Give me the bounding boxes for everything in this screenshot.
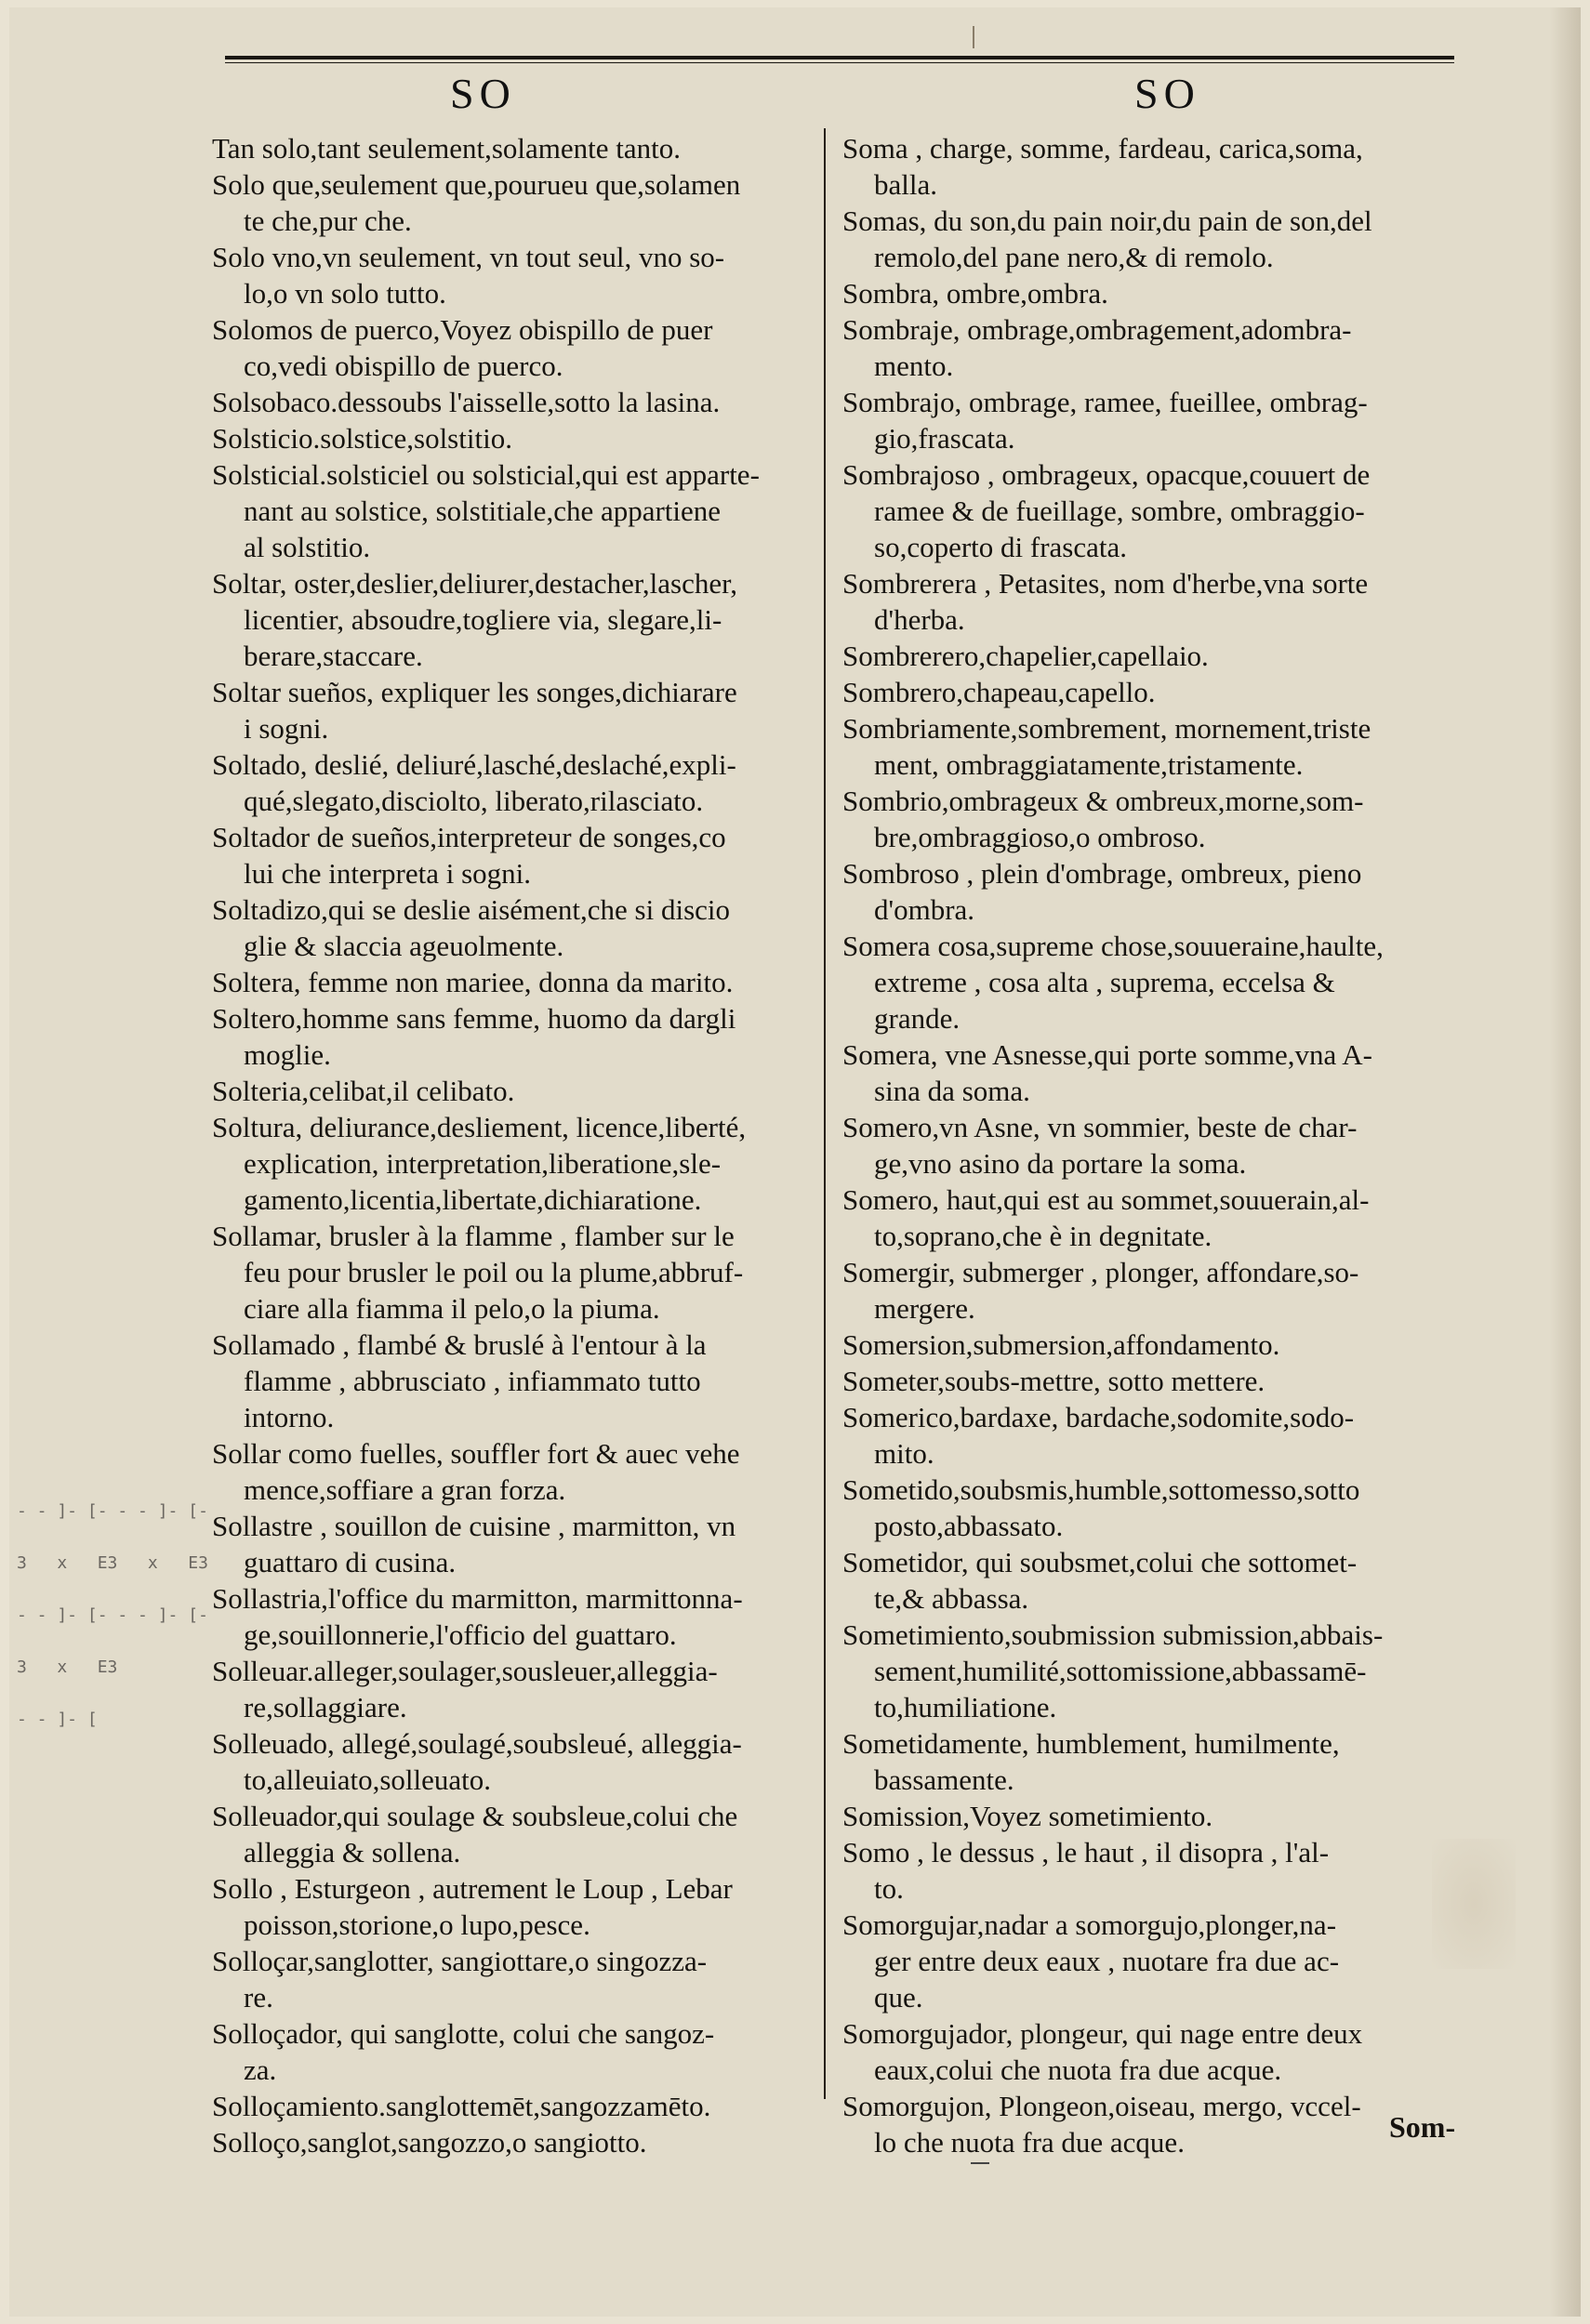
entry-headline: Solomos de puerco,Voyez obispillo de puer (212, 313, 713, 346)
entry-headline: Somorgujon, Plongeon,oiseau, mergo, vccel- (842, 2090, 1361, 2122)
column-divider (824, 128, 826, 2099)
entry-headline: Soltera, femme non mariee, donna da marito. (212, 966, 734, 998)
entry-continuation: mence,soffiare a gran forza. (244, 1473, 566, 1506)
entry-continuation: d'ombra. (874, 893, 975, 926)
entry-continuation: extreme , cosa alta , suprema, eccelsa & (874, 966, 1335, 998)
entry-headline: Sollamar, brusler à la flamme , flamber sur le (212, 1220, 735, 1252)
margin-note: - - ]- [- - - ]- [- (17, 1501, 208, 1521)
entry-headline: Solleuado, allegé,soulagé,soubsleué, alleggia- (212, 1727, 742, 1760)
dictionary-entry (842, 1798, 1451, 1834)
entry-continuation: ment, ombraggiatamente,tristamente. (874, 748, 1304, 781)
dictionary-entry (212, 166, 816, 239)
entry-continuation: sina da soma. (874, 1075, 1030, 1107)
entry-continuation: to,humiliatione. (874, 1691, 1057, 1723)
entry-continuation: qué,slegato,disciolto, liberato,rilasciato. (244, 785, 704, 817)
entry-continuation: ge,souillonnerie,l'officio del guattaro. (244, 1618, 677, 1651)
entry-continuation: to,soprano,che è in degnitate. (874, 1220, 1212, 1252)
entry-continuation: re. (244, 1981, 273, 2014)
dictionary-entry (842, 710, 1451, 783)
entry-continuation: balla. (874, 168, 937, 201)
dictionary-entry (212, 964, 816, 1000)
dictionary-entry (842, 1037, 1451, 1109)
entry-continuation: d'herba. (874, 603, 965, 636)
entry-continuation: co,vedi obispillo de puerco. (244, 350, 563, 382)
dictionary-entry (842, 384, 1451, 456)
entry-headline: Solloçador, qui sanglotte, colui che sangoz- (212, 2017, 715, 2050)
entry-continuation: ge,vno asino da portare la soma. (874, 1147, 1247, 1180)
entry-continuation: feu pour brusler le poil ou la plume,abbruf- (244, 1256, 744, 1288)
dictionary-entry (842, 2015, 1451, 2088)
dictionary-entry (842, 855, 1451, 928)
entry-headline: Soltadizo,qui se deslie aisément,che si discio (212, 893, 731, 926)
entry-headline: Solsticial.solsticiel ou solsticial,qui est apparte- (212, 458, 760, 491)
entry-headline: Sometido,soubsmis,humble,sottomesso,sotto (842, 1473, 1360, 1506)
dictionary-entry (212, 1000, 816, 1073)
entry-headline: Soma , charge, somme, fardeau, carica,soma, (842, 132, 1363, 165)
dictionary-entry (842, 1472, 1451, 1544)
entry-headline: Sometimiento,soubmission submission,abbais- (842, 1618, 1384, 1651)
entry-continuation: mergere. (874, 1292, 975, 1325)
entry-continuation: gamento,licentia,libertate,dichiaratione. (244, 1183, 702, 1216)
scanned-page (9, 7, 1581, 2317)
dictionary-entry (842, 1399, 1451, 1472)
entry-headline: Soltado, deslié, deliuré,lasché,deslaché,expli- (212, 748, 736, 781)
footer-dash (971, 2162, 989, 2164)
dictionary-entry (212, 2124, 816, 2160)
entry-headline: Soltar, oster,deslier,deliurer,destacher,lascher, (212, 567, 737, 600)
dictionary-entry (212, 1943, 816, 2015)
entry-headline: Sombra, ombre,ombra. (842, 277, 1108, 310)
entry-headline: Somergir, submerger , plonger, affondare,so- (842, 1256, 1359, 1288)
dictionary-entry (212, 1435, 816, 1508)
dictionary-entry (842, 1254, 1451, 1327)
entry-headline: Sometidor, qui soubsmet,colui che sottomet- (842, 1546, 1358, 1578)
dictionary-entry (212, 1109, 816, 1218)
entry-headline: Sombroso , plein d'ombrage, ombreux, pieno (842, 857, 1362, 890)
entry-headline: Soltura, deliurance,desliement, licence,liberté, (212, 1111, 747, 1143)
running-head-right: SO (1134, 70, 1200, 117)
entry-continuation: te che,pur che. (244, 205, 412, 237)
entry-continuation: re,sollaggiare. (244, 1691, 407, 1723)
entry-continuation: so,coperto di frascata. (874, 531, 1127, 563)
entry-continuation: intorno. (244, 1401, 335, 1433)
entry-headline: Soltero,homme sans femme, huomo da dargli (212, 1002, 736, 1035)
entry-continuation: explication, interpretation,liberatione,sle- (244, 1147, 722, 1180)
entry-headline: Sollar como fuelles, souffler fort & auec vehe (212, 1437, 740, 1470)
dictionary-entry (212, 1073, 816, 1109)
dictionary-entry (842, 1907, 1451, 2015)
entry-headline: Sollamado , flambé & bruslé à l'entour à la (212, 1328, 707, 1361)
entry-headline: Somero, haut,qui est au sommet,souuerain,al- (842, 1183, 1370, 1216)
entry-headline: Solsobaco.dessoubs l'aisselle,sotto la lasina. (212, 386, 721, 418)
dictionary-entry (212, 2088, 816, 2124)
entry-continuation: nant au solstice, solstitiale,che appartiene (244, 495, 722, 527)
entry-continuation: bre,ombraggioso,o ombroso. (874, 821, 1206, 853)
paper-stain (1432, 1839, 1516, 1969)
dictionary-entry (842, 1544, 1451, 1617)
entry-headline: Solo que,seulement que,pourueu que,solamen (212, 168, 741, 201)
entry-continuation: poisson,storione,o lupo,pesce. (244, 1908, 590, 1941)
entry-continuation: te,& abbassa. (874, 1582, 1029, 1615)
dictionary-entry (212, 565, 816, 674)
dictionary-entry (212, 384, 816, 420)
entry-continuation: eaux,colui che nuota fra due acque. (874, 2053, 1282, 2086)
dictionary-entry (212, 891, 816, 964)
dictionary-entry (212, 1798, 816, 1870)
header-rule (225, 56, 1454, 59)
entry-headline: Sometidamente, humblement, humilmente, (842, 1727, 1340, 1760)
margin-notes (17, 1486, 208, 1746)
dictionary-entry (212, 674, 816, 746)
dictionary-entry (212, 456, 816, 565)
dictionary-entry (212, 2015, 816, 2088)
entry-headline: Sombrerera , Petasites, nom d'herbe,vna sorte (842, 567, 1369, 600)
entry-headline: Solsticio.solstice,solstitio. (212, 422, 512, 455)
entry-continuation: lo,o vn solo tutto. (244, 277, 446, 310)
dictionary-entry (842, 638, 1451, 674)
dictionary-entry (212, 1508, 816, 1580)
entry-continuation: gio,frascata. (874, 422, 1015, 455)
entry-continuation: grande. (874, 1002, 961, 1035)
entry-headline: Somero,vn Asne, vn sommier, beste de char- (842, 1111, 1358, 1143)
dictionary-entry (842, 1834, 1451, 1907)
running-head-left: SO (450, 70, 516, 117)
entry-continuation: moglie. (244, 1038, 331, 1071)
entry-headline: Somission,Voyez sometimiento. (842, 1800, 1213, 1832)
dictionary-entry (842, 928, 1451, 1037)
entry-headline: Sombraje, ombrage,ombragement,adombra- (842, 313, 1352, 346)
dictionary-entry (842, 130, 1451, 203)
entry-headline: Solloçamiento.sanglottemēt,sangozzamēto. (212, 2090, 711, 2122)
entry-continuation: que. (874, 1981, 923, 2014)
entry-headline: Sombriamente,sombrement, mornement,triste (842, 712, 1371, 745)
entry-continuation: berare,staccare. (244, 640, 423, 672)
entry-headline: Someter,soubs-mettre, sotto mettere. (842, 1365, 1265, 1397)
dictionary-entry (842, 674, 1451, 710)
entry-headline: Somorgujar,nadar a somorgujo,plonger,na- (842, 1908, 1337, 1941)
dictionary-entry (212, 1725, 816, 1798)
entry-headline: Somera, vne Asnesse,qui porte somme,vna A- (842, 1038, 1372, 1071)
entry-continuation: ger entre deux eaux , nuotare fra due ac- (874, 1945, 1340, 1977)
entry-continuation: alleggia & sollena. (244, 1836, 461, 1868)
dictionary-entry (842, 456, 1451, 565)
dictionary-entry (212, 1580, 816, 1653)
entry-continuation: licentier, absoudre,togliere via, slegare,li- (244, 603, 722, 636)
dictionary-entry (842, 565, 1451, 638)
dictionary-entry (842, 1327, 1451, 1363)
entry-headline: Solloçar,sanglotter, sangiottare,o singozza- (212, 1945, 708, 1977)
margin-note: - - ]- [- - - ]- [- (17, 1605, 208, 1625)
left-column (212, 130, 816, 2160)
entry-continuation: lo che nuota fra due acque. (874, 2126, 1185, 2159)
entry-headline: Solleuar.alleger,soulager,sousleuer,alleggia- (212, 1655, 718, 1687)
margin-note: 3 x E3 (17, 1657, 118, 1677)
entry-continuation: posto,abbassato. (874, 1510, 1064, 1542)
entry-continuation: remolo,del pane nero,& di remolo. (874, 241, 1274, 273)
dictionary-entry (212, 420, 816, 456)
entry-continuation: flamme , abbrusciato , infiammato tutto (244, 1365, 701, 1397)
dictionary-entry (212, 819, 816, 891)
entry-headline: Somersion,submersion,affondamento. (842, 1328, 1280, 1361)
dictionary-entry (842, 1617, 1451, 1725)
dictionary-entry (842, 275, 1451, 311)
entry-headline: Soltador de sueños,interpreteur de songes,co (212, 821, 726, 853)
dictionary-entry (212, 1218, 816, 1327)
dictionary-entry (212, 1870, 816, 1943)
dictionary-entry (212, 130, 816, 166)
entry-headline: Sollo , Esturgeon , autrement le Loup , Lebar (212, 1872, 733, 1905)
dictionary-entry (842, 1363, 1451, 1399)
entry-headline: Tan solo,tant seulement,solamente tanto. (212, 132, 682, 165)
entry-headline: Soltar sueños, expliquer les songes,dichiarare (212, 676, 737, 708)
entry-continuation: lui che interpreta i sogni. (244, 857, 532, 890)
entry-continuation: guattaro di cusina. (244, 1546, 457, 1578)
dictionary-entry (842, 203, 1451, 275)
entry-headline: Solteria,celibat,il celibato. (212, 1075, 515, 1107)
entry-headline: Somas, du son,du pain noir,du pain de son,del (842, 205, 1372, 237)
dictionary-entry (842, 311, 1451, 384)
header-rule-thin (225, 62, 1454, 63)
entry-headline: Sombrerero,chapelier,capellaio. (842, 640, 1209, 672)
dictionary-entry (212, 1653, 816, 1725)
entry-continuation: za. (244, 2053, 277, 2086)
dictionary-entry (842, 1182, 1451, 1254)
entry-continuation: sement,humilité,sottomissione,abbassamē- (874, 1655, 1367, 1687)
entry-headline: Sombrajo, ombrage, ramee, fueillee, ombrag- (842, 386, 1368, 418)
entry-headline: Solleuador,qui soulage & soubsleue,colui che (212, 1800, 738, 1832)
entry-headline: Somerico,bardaxe, bardache,sodomite,sodo- (842, 1401, 1355, 1433)
entry-headline: Somera cosa,supreme chose,souueraine,haulte, (842, 930, 1384, 962)
page-mark (973, 26, 974, 48)
entry-continuation: to,alleuiato,solleuato. (244, 1763, 492, 1796)
entry-headline: Solo vno,vn seulement, vn tout seul, vno so- (212, 241, 725, 273)
entry-continuation: mito. (874, 1437, 934, 1470)
dictionary-entry (212, 746, 816, 819)
entry-continuation: al solstitio. (244, 531, 371, 563)
margin-note: 3 x E3 x E3 (17, 1553, 208, 1573)
dictionary-entry (842, 1109, 1451, 1182)
entry-headline: Solloço,sanglot,sangozzo,o sangiotto. (212, 2126, 647, 2159)
dictionary-entry (212, 311, 816, 384)
entry-headline: Somo , le dessus , le haut , il disopra , l'al- (842, 1836, 1330, 1868)
entry-continuation: ciare alla fiamma il pelo,o la piuma. (244, 1292, 660, 1325)
dictionary-entry (212, 1327, 816, 1435)
entry-headline: Sollastre , souillon de cuisine , marmitton, vn (212, 1510, 736, 1542)
entry-headline: Somorgujador, plongeur, qui nage entre deux (842, 2017, 1363, 2050)
entry-continuation: bassamente. (874, 1763, 1014, 1796)
margin-note: - - ]- [ (17, 1710, 98, 1729)
entry-continuation: mento. (874, 350, 954, 382)
right-column (842, 130, 1451, 2160)
dictionary-entry (212, 239, 816, 311)
entry-continuation: to. (874, 1872, 904, 1905)
entry-continuation: glie & slaccia ageuolmente. (244, 930, 564, 962)
catchword: Som- (1389, 2110, 1456, 2144)
entry-headline: Sombrio,ombrageux & ombreux,morne,som- (842, 785, 1364, 817)
entry-headline: Sombrero,chapeau,capello. (842, 676, 1156, 708)
entry-continuation: ramee & de fueillage, sombre, ombraggio- (874, 495, 1365, 527)
dictionary-entry (842, 2088, 1451, 2160)
dictionary-entry (842, 783, 1451, 855)
dictionary-entry (842, 1725, 1451, 1798)
entry-continuation: i sogni. (244, 712, 329, 745)
entry-headline: Sombrajoso , ombrageux, opacque,couuert de (842, 458, 1371, 491)
entry-headline: Sollastria,l'office du marmitton, marmittonna- (212, 1582, 743, 1615)
